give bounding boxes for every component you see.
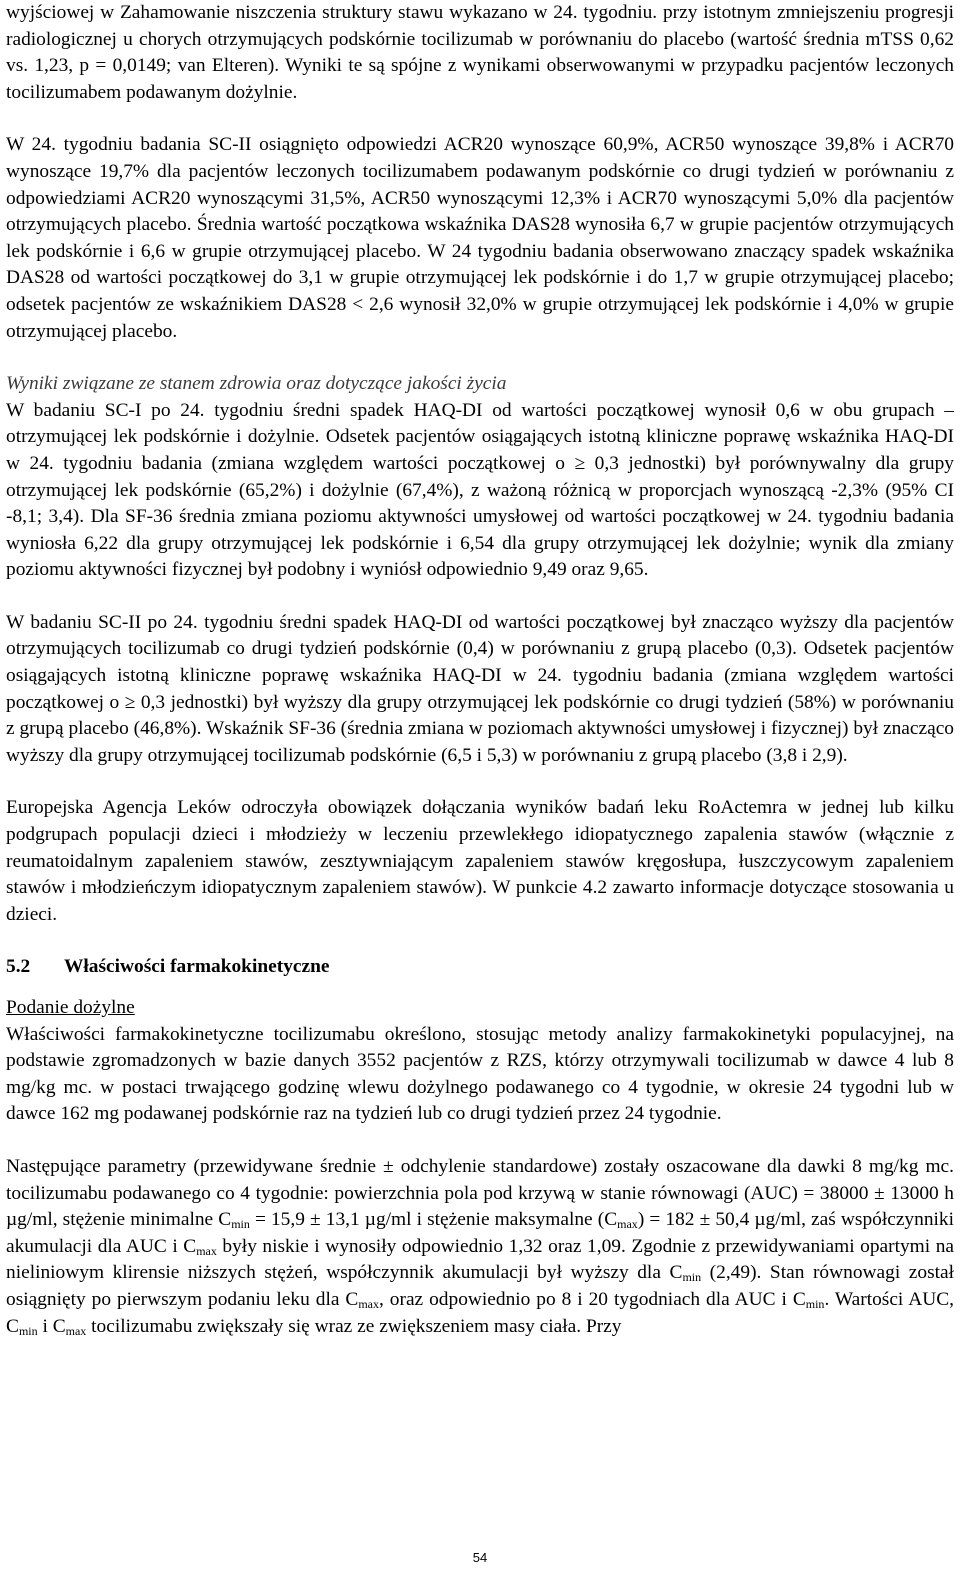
- section-title: Właściwości farmakokinetyczne: [64, 956, 330, 978]
- subheading-intravenous: Podanie dożylne: [6, 997, 135, 1018]
- paragraph-joint-damage: wyjściowej w Zahamowanie niszczenia struktury stawu wykazano w 24. tygodniu. przy istotnym zmniejszeniu progresji radiologicznej u chorych otrzymujących podskórnie tocilizumab w porównaniu do placebo (wartość średnia mTSS 0,62 vs. 1,23, p = 0,0149; van Elteren). Wyniki te są spójne z wynikami obserwowanymi w przypadku pacjentów leczonych tocilizumabem podawanym dożylnie.: [6, 2, 954, 103]
- document-page: [6, 0, 954, 1340]
- section-number: 5.2: [6, 956, 31, 978]
- paragraph-sc-ii-acr: W 24. tygodniu badania SC-II osiągnięto odpowiedzi ACR20 wynoszące 60,9%, ACR50 wynoszące 39,8% i ACR70 wynoszące 19,7% dla pacjentów leczonych tocilizumabem podawanym podskórnie co drugi tydzień w porównaniu z odpowiedziami ACR20 wynoszącymi 31,5%, ACR50 wynoszącymi 12,3% i ACR70 wynoszącymi 5,0% dla pacjentów otrzymujących placebo. Średnia wartość początkowa wskaźnika DAS28 wynosiła 6,7 w grupie pacjentów otrzymujących lek podskórnie i 6,6 w grupie otrzymującej placebo. W 24 tygodniu badania obserwowano znaczący spadek wskaźnika DAS28 od wartości początkowej do 3,1 w grupie otrzymującej lek podskórnie i do 1,7 w grupie otrzymującej placebo; odsetek pacjentów ze wskaźnikiem DAS28 < 2,6 wynosił 32,0% w grupie otrzymującej lek podskórnie i 4,0% w grupie otrzymującej placebo.: [6, 134, 954, 342]
- page-number: 54: [472, 1550, 488, 1565]
- subheading-quality-of-life: Wyniki związane ze stanem zdrowia oraz dotyczące jakości życia: [6, 373, 507, 395]
- section-heading-5-2: [6, 954, 954, 981]
- paragraph-pk-population: Właściwości farmakokinetyczne tocilizumabu określono, stosując metody analizy farmakokinetyki populacyjnej, na podstawie zgromadzonych w bazie danych 3552 pacjentów z RZS, którzy otrzymywali tocilizumab w dawce 4 lub 8 mg/kg mc. w postaci trwającego godzinę wlewu dożylnego podawanego co 4 tygodnie, w okresie 24 tygodni lub w dawce 162 mg podawanej podskórnie raz na tydzień lub co drugi tydzień przez 24 tygodnie.: [6, 1023, 954, 1125]
- paragraph-ema-pediatric: Europejska Agencja Leków odroczyła obowiązek dołączania wyników badań leku RoActemra w jednej lub kilku podgrupach populacji dzieci i młodzieży w leczeniu przewlekłego idiopatycznego zapalenia stawów (włącznie z reumatoidalnym zapaleniem stawów, zesztywniającym zapaleniem stawów kręgosłupa, łuszczycowym zapaleniem stawów i młodzieńczym idiopatycznym zapaleniem stawów). W punkcie 4.2 zawarto informacje dotyczące stosowania u dzieci.: [6, 797, 954, 925]
- paragraph-sc-ii-haq: W badaniu SC-II po 24. tygodniu średni spadek HAQ-DI od wartości początkowej był znacząco wyższy dla pacjentów otrzymujących tocilizumab co drugi tydzień podskórnie (0,4) w porównaniu z grupą placebo (0,3). Odsetek pacjentów osiągających istotną kliniczne poprawę wskaźnika HAQ-DI w 24. tygodniu badania (zmiana względem wartości początkowej o ≥ 0,3 jednostki) był wyższy dla grupy otrzymującej lek podskórnie co drugi tydzień (58%) w porównaniu z grupą placebo (46,8%). Wskaźnik SF-36 (średnia zmiana w poziomach aktywności umysłowej i fizycznej) był znacząco wyższy dla grupy otrzymującej tocilizumab podskórnie (6,5 i 5,3) w porównaniu z grupą placebo (3,8 i 2,9).: [6, 611, 954, 766]
- paragraph-pk-parameters: Następujące parametry (przewidywane średnie ± odchylenie standardowe) zostały oszacowane dla dawki 8 mg/kg mc. tocilizumabu podawanego co 4 tygodnie: powierzchnia pola pod krzywą w stanie równowagi (AUC) = 38000 ± 13000 h µg/ml, stężenie minimalne $C_{min} = 15,9 \pm 13,1$ µg/ml i stężenie maksymalne $(C_{max}) = 182 \pm 50,4$ µg/ml, zaś współczynniki akumulacji dla AUC i $C_{max}$ były niskie i wynosiły odpowiednio 1,32 oraz 1,09. Zgodnie z przewidywaniami opartymi na nieliniowym klirensie niższych stężeń, współczynnik akumulacji był wyższy dla $C_{min}$ (2,49). Stan równowagi został osiągnięty po pierwszym podaniu leku dla $C_{max}$, oraz odpowiednio po 8 i 20 tygodniach dla AUC i $C_{min}$. Wartości AUC, $C_{min}$ i $C_{max}$ tocilizumabu zwiększały się wraz ze zwiększeniem masy ciała. Przy: [6, 1155, 955, 1338]
- paragraph-sc-i-haq: W badaniu SC-I po 24. tygodniu średni spadek HAQ-DI od wartości początkowej wynosił 0,6 w obu grupach – otrzymującej lek podskórnie i dożylnie. Odsetek pacjentów osiągających istotną kliniczne poprawę wskaźnika HAQ-DI w 24. tygodniu badania (zmiana względem wartości początkowej o ≥ 0,3 jednostki) był porównywalny dla grupy otrzymującej lek podskórnie (65,2%) i dożylnie (67,4%), z ważoną różnicą w proporcjach wynoszącą -2,3% (95% CI -8,1; 3,4). Dla SF-36 średnia zmiana poziomu aktywności umysłowej od wartości początkowej w 24. tygodniu badania wyniosła 6,22 dla grupy otrzymującej lek podskórnie i 6,54 dla grupy otrzymującej lek dożylnie; wynik dla zmiany poziomu aktywności fizycznej był podobny i wyniósł odpowiednio 9,49 oraz 9,65.: [6, 399, 954, 581]
